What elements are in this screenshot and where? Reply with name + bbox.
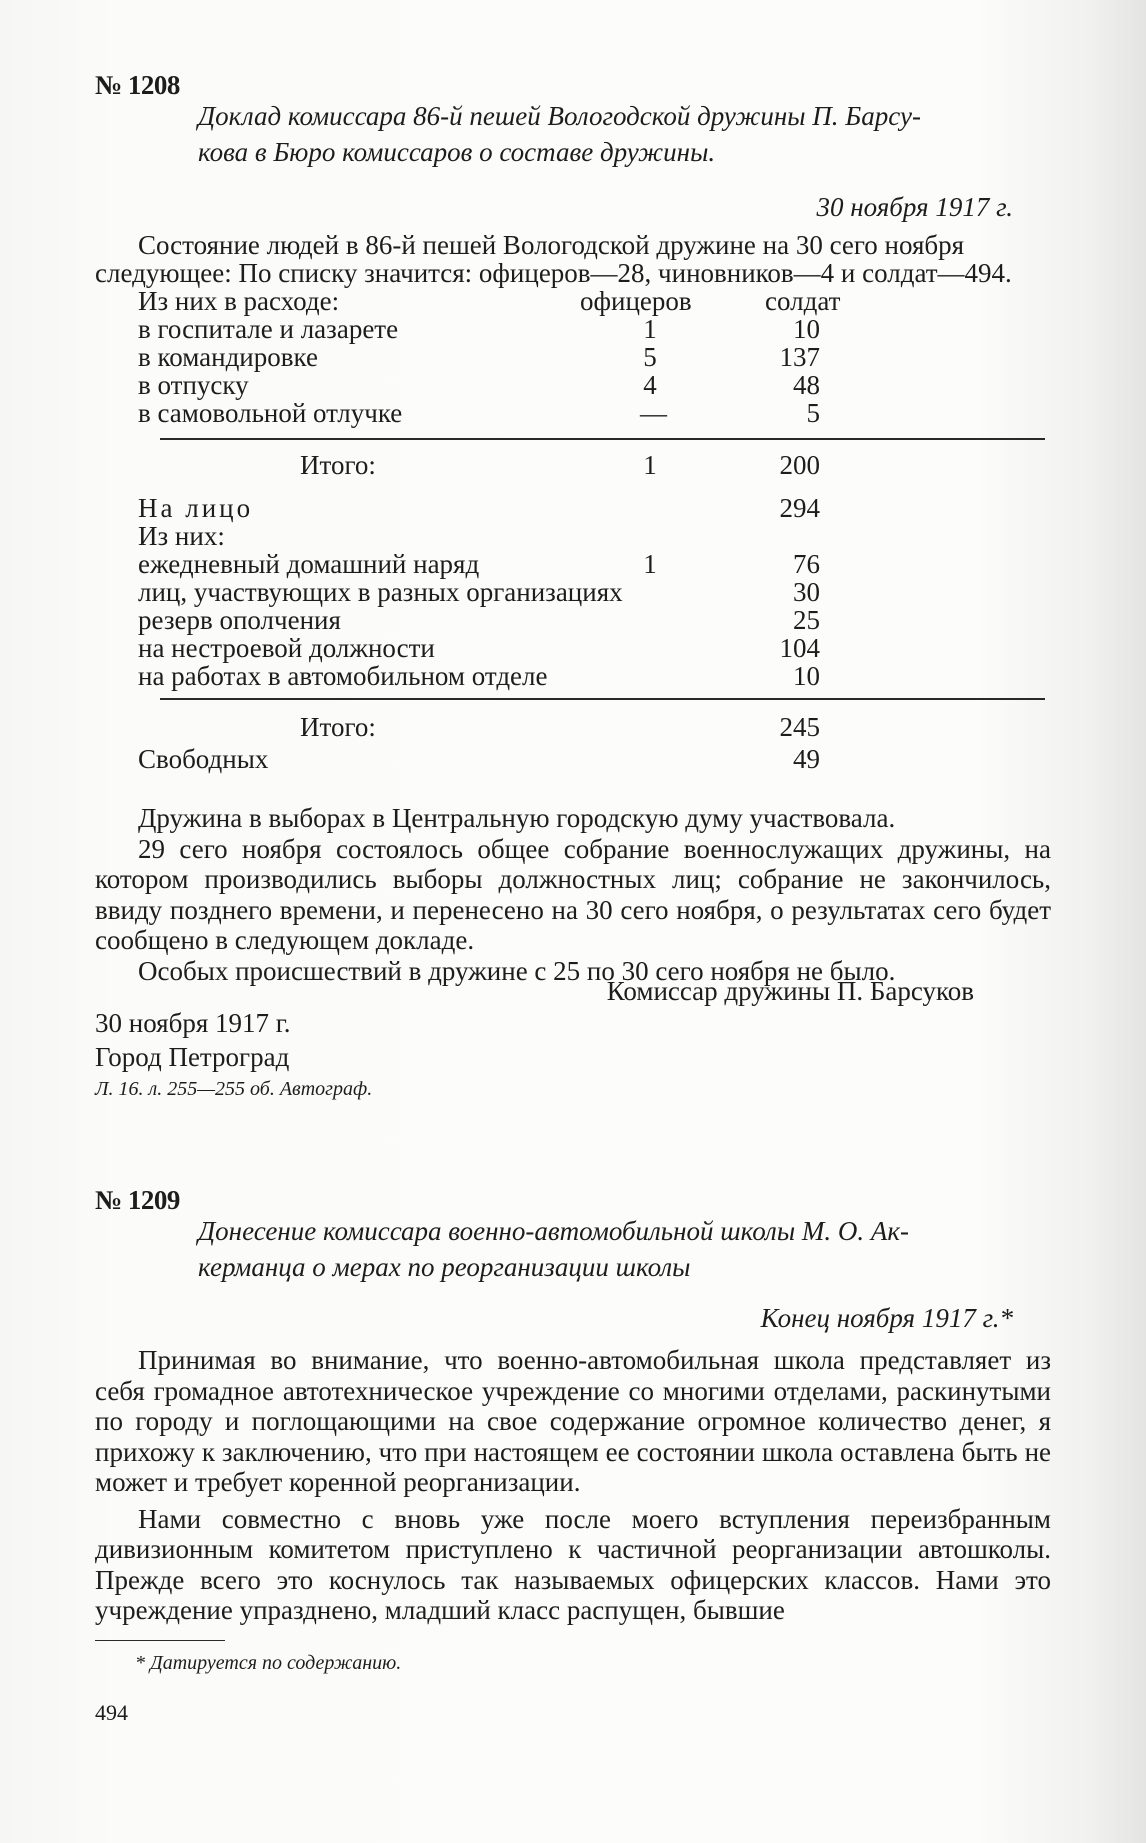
paragraph: Особых происшествий в дружине с 25 по 30 сего ноября не было. xyxy=(138,955,896,986)
row-soldiers: 5 xyxy=(806,398,820,428)
table2-header-label: Из них: xyxy=(138,521,225,551)
row-soldiers: 25 xyxy=(793,605,820,635)
document-title-line2: керманца о мерах по реорганизации школы xyxy=(198,1252,691,1282)
row-soldiers: 76 xyxy=(793,549,820,579)
table1-total-row xyxy=(0,450,1146,480)
page-number: 494 xyxy=(95,1700,128,1725)
document-title-line1: Донесение комиссара военно-автомобильной школы М. О. Ак- xyxy=(198,1216,909,1246)
paragraph: Принимая во внимание, что военно-автомобильная школа представляет из себя громадное автотехническое учреждение со многими отделами, раскинутыми по городу и поглощающими на свое содержание огромное количество денег, я прихожу к заключению, что при настоящем ее состоянии школа оставлена быть не может и требует коренной реорганизации. xyxy=(95,1345,1051,1497)
table-row xyxy=(0,605,1146,635)
row-label: на нестроевой должности xyxy=(138,633,435,663)
row-soldiers: 104 xyxy=(779,633,820,663)
document-number-1209: № 1209 xyxy=(95,1185,180,1215)
table-row xyxy=(0,633,1146,663)
table1-header xyxy=(0,286,1146,316)
row-soldiers: 48 xyxy=(793,370,820,400)
row-label: резерв ополчения xyxy=(138,605,341,635)
table1-header-label: Из них в расходе: xyxy=(138,286,340,316)
present-row xyxy=(0,493,1146,523)
table-row xyxy=(0,398,1146,428)
row-label: ежедневный домашний наряд xyxy=(138,549,480,579)
row-officers: 1 xyxy=(643,314,657,344)
table-row xyxy=(0,314,1146,344)
row-officers: 4 xyxy=(643,370,657,400)
free-label: Свободных xyxy=(138,744,269,774)
table2-total-rule xyxy=(160,698,1045,700)
table1-total-rule xyxy=(160,438,1045,440)
paragraph: Нами совместно с вновь уже после моего вступления переизбранным дивизионным комитетом приступлено к частичной реорганизации автошколы. Прежде всего это коснулось так называемых офицерских классов. Нами это учреждение упразднено, младший класс распущен, бывшие xyxy=(95,1503,1051,1625)
row-officers: 1 xyxy=(643,549,657,579)
document-title-line1: Доклад комиссара 86-й пешей Вологодской дружины П. Барсу- xyxy=(198,101,921,131)
row-officers: — xyxy=(640,398,667,428)
free-soldiers: 49 xyxy=(793,744,820,774)
row-soldiers: 10 xyxy=(793,314,820,344)
row-soldiers: 137 xyxy=(779,342,820,372)
table1-header-soldiers: солдат xyxy=(765,286,841,316)
present-label: На лицо xyxy=(138,493,254,523)
row-label: на работах в автомобильном отделе xyxy=(138,661,548,691)
total-soldiers: 245 xyxy=(779,712,820,742)
total-label: Итого: xyxy=(300,712,376,742)
signature-date: 30 ноября 1917 г. xyxy=(95,1008,291,1038)
row-label: в госпитале и лазарете xyxy=(138,314,399,344)
table1-header-officers: офицеров xyxy=(580,286,692,316)
intro-line1: Состояние людей в 86-й пешей Вологодской дружине на 30 сего ноября xyxy=(138,230,965,260)
table2-total-row xyxy=(0,712,1146,742)
present-soldiers: 294 xyxy=(779,493,820,523)
row-label: в самовольной отлучке xyxy=(138,398,403,428)
signature-place: Город Петроград xyxy=(95,1042,290,1072)
free-row xyxy=(0,744,1146,774)
archive-source: Л. 16. л. 255—255 об. Автограф. xyxy=(95,1078,373,1100)
footnote-rule xyxy=(95,1640,225,1641)
table-row xyxy=(0,342,1146,372)
row-officers: 5 xyxy=(643,342,657,372)
total-label: Итого: xyxy=(300,450,376,480)
paragraph: 29 сего ноября состоялось общее собрание военнослужащих дружины, на котором производились выборы должностных лиц; собрание не закончилось, ввиду позднего времени, и перенесено на 30 сего ноября, о результатах сего будет сообщено в следующем докладе. xyxy=(95,833,1051,955)
document-date: 30 ноября 1917 г. xyxy=(816,192,1013,222)
table2-header xyxy=(0,521,1146,551)
report-body xyxy=(95,803,1051,986)
total-soldiers: 200 xyxy=(779,450,820,480)
row-soldiers: 30 xyxy=(793,577,820,607)
table-row xyxy=(0,577,1146,607)
table-row xyxy=(0,661,1146,691)
row-label: в отпуску xyxy=(138,370,249,400)
row-label: в командировке xyxy=(138,342,318,372)
total-officers: 1 xyxy=(643,450,657,480)
footnote: * Датируется по содержанию. xyxy=(135,1652,402,1674)
intro-line2: следующее: По списку значится: офицеров—28, чиновников—4 и солдат—494. xyxy=(95,258,1012,288)
table-row xyxy=(0,370,1146,400)
signature: Комиссар дружины П. Барсуков xyxy=(606,976,974,1006)
table-row xyxy=(0,549,1146,579)
report-body xyxy=(95,1345,1051,1626)
row-soldiers: 10 xyxy=(793,661,820,691)
row-label: лиц, участвующих в разных организациях xyxy=(138,577,623,607)
document-number-1208: № 1208 xyxy=(95,70,180,100)
document-date: Конец ноября 1917 г.* xyxy=(760,1303,1013,1333)
document-title-line2: кова в Бюро комиссаров о составе дружины. xyxy=(198,137,716,167)
paragraph: Дружина в выборах в Центральную городскую думу участвовала. xyxy=(138,803,896,833)
